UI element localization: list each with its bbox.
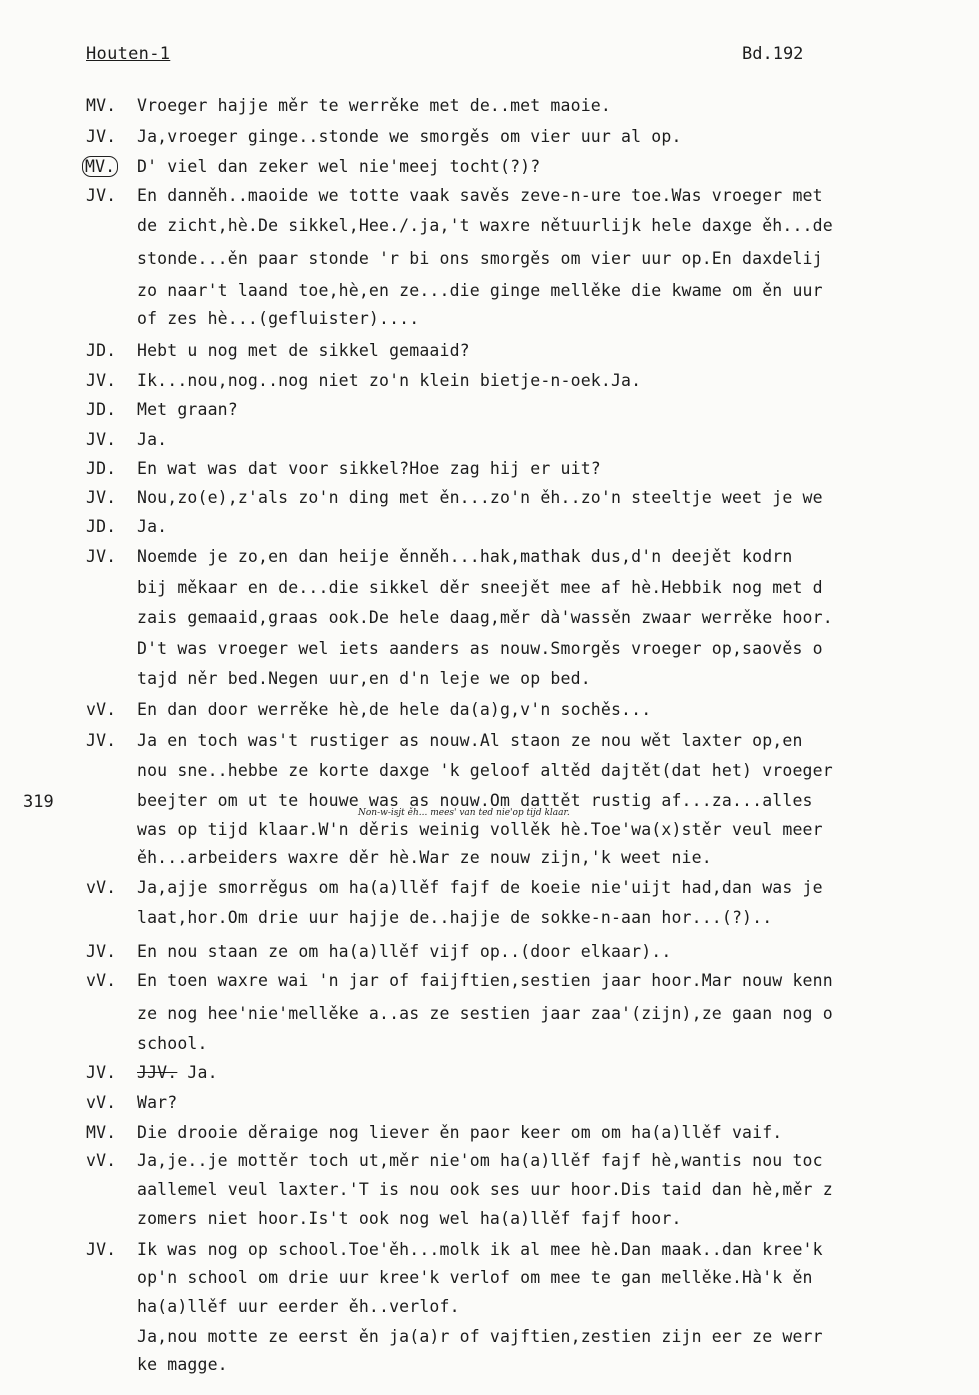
utterance-text: was op tijd klaar.W'n děris weinig vollěk hè.Toe'wa(x)stěr veul meer	[137, 820, 823, 839]
page-number: Bd.192	[742, 44, 804, 64]
utterance-text: bij měkaar en de...die sikkel děr sneejět mee af hè.Hebbik nog met d	[137, 578, 823, 597]
utterance-text: Ik was nog op school.Toe'ěh...molk ik al mee hè.Dan maak..dan kree'k	[137, 1240, 823, 1259]
speaker-label: JV.	[86, 371, 117, 390]
speaker-label: JV.	[86, 731, 117, 750]
speaker-label: MV.	[86, 157, 134, 176]
utterance-text: of zes hè...(gefluister)....	[137, 309, 420, 328]
utterance-text: Ja,vroeger ginge..stonde we smorgěs om vier uur al op.	[137, 127, 682, 146]
utterance-text: Die drooie děraige nog liever ěn paor keer om om ha(a)llěf vaif.	[137, 1123, 783, 1142]
utterance-text: school.	[137, 1034, 208, 1053]
utterance-text: de zicht,hè.De sikkel,Hee./.ja,'t waxre nětuurlijk hele daxge ěh...de	[137, 216, 833, 235]
utterance-text: Ja en toch was't rustiger as nouw.Al staon ze nou wět laxter op,en	[137, 731, 803, 750]
utterance-text: nou sne..hebbe ze korte daxge 'k geloof altěd dajtět(dat het) vroeger	[137, 761, 833, 780]
utterance-text: En wat was dat voor sikkel?Hoe zag hij er uit?	[137, 459, 601, 478]
speaker-label: JV.	[86, 942, 117, 961]
utterance-text: D' viel dan zeker wel nie'meej tocht(?)?	[137, 157, 541, 176]
utterance-text: ha(a)llěf uur eerder ěh..verlof.	[137, 1297, 460, 1316]
speaker-label: JD.	[86, 400, 117, 419]
utterance-text: aallemel veul laxter.'T is nou ook ses uur hoor.Dis taid dan hè,měr z	[137, 1180, 833, 1199]
handwritten-note: Non-w-isjt ěh... mees' van ted nie'op tijd klaar.	[358, 808, 570, 818]
speaker-label: JV.	[86, 430, 117, 449]
speaker-label: JD.	[86, 341, 117, 360]
utterance-text: Vroeger hajje měr te werrěke met de..met maoie.	[137, 96, 611, 115]
utterance-text: Ik...nou,nog..nog niet zo'n klein bietje-n-oek.Ja.	[137, 371, 642, 390]
document-title: Houten-1	[86, 44, 171, 64]
utterance-text: zais gemaaid,graas ook.De hele daag,měr dà'wassěn zwaar werrěke hoor.	[137, 608, 833, 627]
speaker-label: vV.	[86, 1093, 117, 1112]
utterance-text: Met graan?	[137, 400, 238, 419]
speaker-label: JV.	[86, 547, 117, 566]
utterance-text: Hebt u nog met de sikkel gemaaid?	[137, 341, 470, 360]
utterance-text: En danněh..maoide we totte vaak savěs zeve-n-ure toe.Was vroeger met	[137, 186, 823, 205]
speaker-label: MV.	[86, 1123, 117, 1142]
utterance-text: beejter om ut te houwe was as nouw.Om dattět rustig af...za...alles	[137, 791, 813, 810]
utterance-text: op'n school om drie uur kree'k verlof om mee te gan mellěke.Hà'k ěn	[137, 1268, 813, 1287]
speaker-label: vV.	[86, 878, 117, 897]
utterance-text: Nou,zo(e),z'als zo'n ding met ěn...zo'n ěh..zo'n steeltje weet je we	[137, 488, 823, 507]
utterance-text: Ja,je..je mottěr toch ut,měr nie'om ha(a)llěf fajf hè,wantis nou toc	[137, 1151, 823, 1170]
utterance-text: Ja.	[137, 517, 168, 536]
utterance-text: Noemde je zo,en dan heije ěnněh...hak,mathak dus,d'n deejět kodrn	[137, 547, 793, 566]
utterance-text: ze nog hee'nie'mellěke a..as ze sestien jaar zaa'(zijn),ze gaan nog o	[137, 1004, 833, 1023]
utterance-text: En dan door werrěke hè,de hele da(a)g,v'n sochěs...	[137, 700, 652, 719]
utterance-text: Ja,ajje smorrěgus om ha(a)llěf fajf de koeie nie'uijt had,dan was je	[137, 878, 823, 897]
speaker-label: JV.	[86, 488, 117, 507]
utterance-text: Ja.	[137, 430, 168, 449]
utterance-text: ěh...arbeiders waxre děr hè.War ze nouw zijn,'k weet nie.	[137, 848, 712, 867]
utterance-text: ke magge.	[137, 1355, 228, 1374]
utterance-text: zo naar't laand toe,hè,en ze...die ginge mellěke die kwame om ěn uur	[137, 281, 823, 300]
utterance-text: JJV. Ja.	[137, 1063, 218, 1082]
utterance-text: laat,hor.Om drie uur hajje de..hajje de sokke-n-aan hor...(?)..	[137, 908, 773, 927]
utterance-text: D't was vroeger wel iets aanders as nouw.Smorgěs vroeger op,saověs o	[137, 639, 823, 658]
utterance-text: War?	[137, 1093, 178, 1112]
utterance-text: En toen waxre wai 'n jar of faijftien,sestien jaar hoor.Mar nouw kenn	[137, 971, 833, 990]
speaker-label: vV.	[86, 700, 117, 719]
utterance-text: zomers niet hoor.Is't ook nog wel ha(a)llěf fajf hoor.	[137, 1209, 682, 1228]
utterance-text: stonde...ěn paar stonde 'r bi ons smorgěs om vier uur op.En daxdelij	[137, 249, 823, 268]
speaker-label: vV.	[86, 971, 117, 990]
speaker-label: vV.	[86, 1151, 117, 1170]
margin-number: 319	[23, 792, 54, 812]
utterance-text: tajd něr bed.Negen uur,en d'n leje we op bed.	[137, 669, 591, 688]
utterance-text: Ja,nou motte ze eerst ěn ja(a)r of vajftien,zestien zijn eer ze werr	[137, 1327, 823, 1346]
speaker-label: JD.	[86, 517, 117, 536]
speaker-label: MV.	[86, 96, 117, 115]
speaker-label: JD.	[86, 459, 117, 478]
utterance-text: En nou staan ze om ha(a)llěf vijf op..(door elkaar)..	[137, 942, 672, 961]
speaker-label: JV.	[86, 1240, 117, 1259]
speaker-label: JV.	[86, 127, 117, 146]
speaker-label: JV.	[86, 186, 117, 205]
speaker-label: JV.	[86, 1063, 117, 1082]
